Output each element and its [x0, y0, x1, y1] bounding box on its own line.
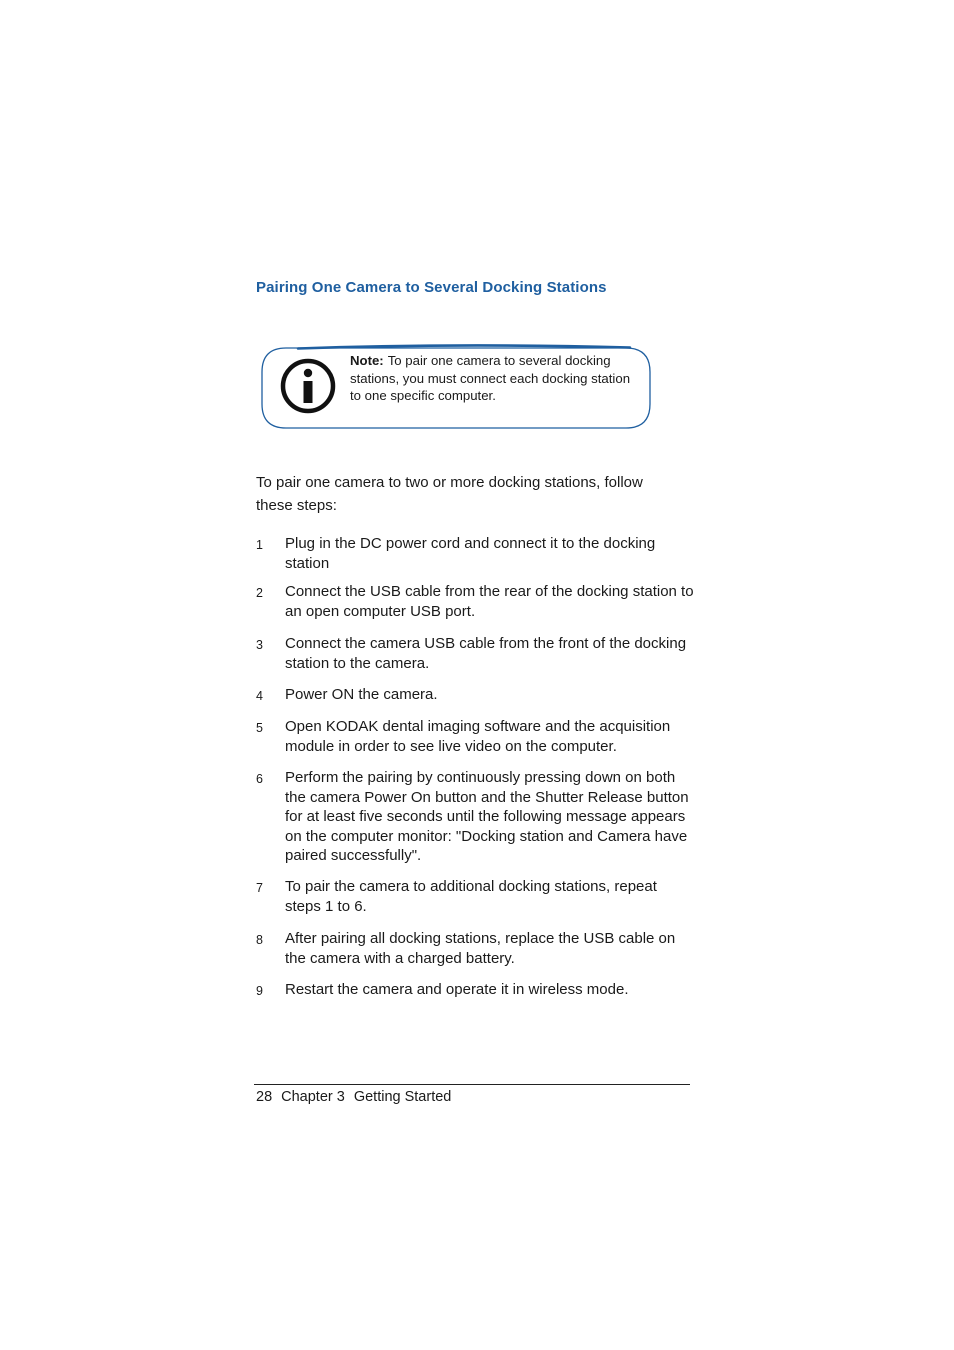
- step-text: Perform the pairing by continuously pressing down on both the camera Power On button and the Shutter Release button for at least five seconds until the following message appears on the computer monitor: "Docking station and Camera have paired successfully".: [285, 769, 689, 864]
- step-number: 3: [256, 638, 263, 652]
- step-number: 5: [256, 721, 263, 735]
- step-number: 7: [256, 881, 263, 895]
- step-number: 4: [256, 689, 263, 703]
- note-body: To pair one camera to several docking stations, you must connect each docking station to one specific computer.: [350, 353, 631, 403]
- footer-divider: [254, 1084, 690, 1085]
- step-text: After pairing all docking stations, replace the USB cable on the camera with a charged battery.: [285, 930, 676, 967]
- step-text: Open KODAK dental imaging software and the acquisition module in order to see live video on the computer.: [285, 718, 671, 755]
- step-number: 8: [256, 933, 263, 947]
- step-text: Plug in the DC power cord and connect it to the docking station: [285, 535, 656, 572]
- info-icon: [280, 358, 336, 414]
- intro-paragraph: To pair one camera to two or more docking stations, follow these steps:: [256, 474, 643, 514]
- step-number: 9: [256, 984, 263, 998]
- page-footer: [256, 1088, 460, 1106]
- note-label: Note:: [350, 353, 384, 368]
- footer-chapter: Chapter 3: [281, 1089, 345, 1105]
- step-number: 6: [256, 772, 263, 786]
- step-text: Power ON the camera.: [285, 686, 438, 703]
- step-text: To pair the camera to additional docking stations, repeat steps 1 to 6.: [285, 878, 657, 915]
- step-number: 2: [256, 586, 263, 600]
- page-number: 28: [256, 1089, 273, 1105]
- step-number: 1: [256, 538, 263, 552]
- step-text: Connect the USB cable from the rear of the docking station to an open computer USB port.: [285, 583, 694, 620]
- step-text: Connect the camera USB cable from the front of the docking station to the camera.: [285, 635, 687, 672]
- step-text: Restart the camera and operate it in wireless mode.: [285, 981, 629, 998]
- footer-section: Getting Started: [353, 1089, 452, 1105]
- section-heading: Pairing One Camera to Several Docking Stations: [256, 279, 607, 296]
- note-callout: [258, 344, 654, 432]
- note-text-block: [350, 352, 640, 405]
